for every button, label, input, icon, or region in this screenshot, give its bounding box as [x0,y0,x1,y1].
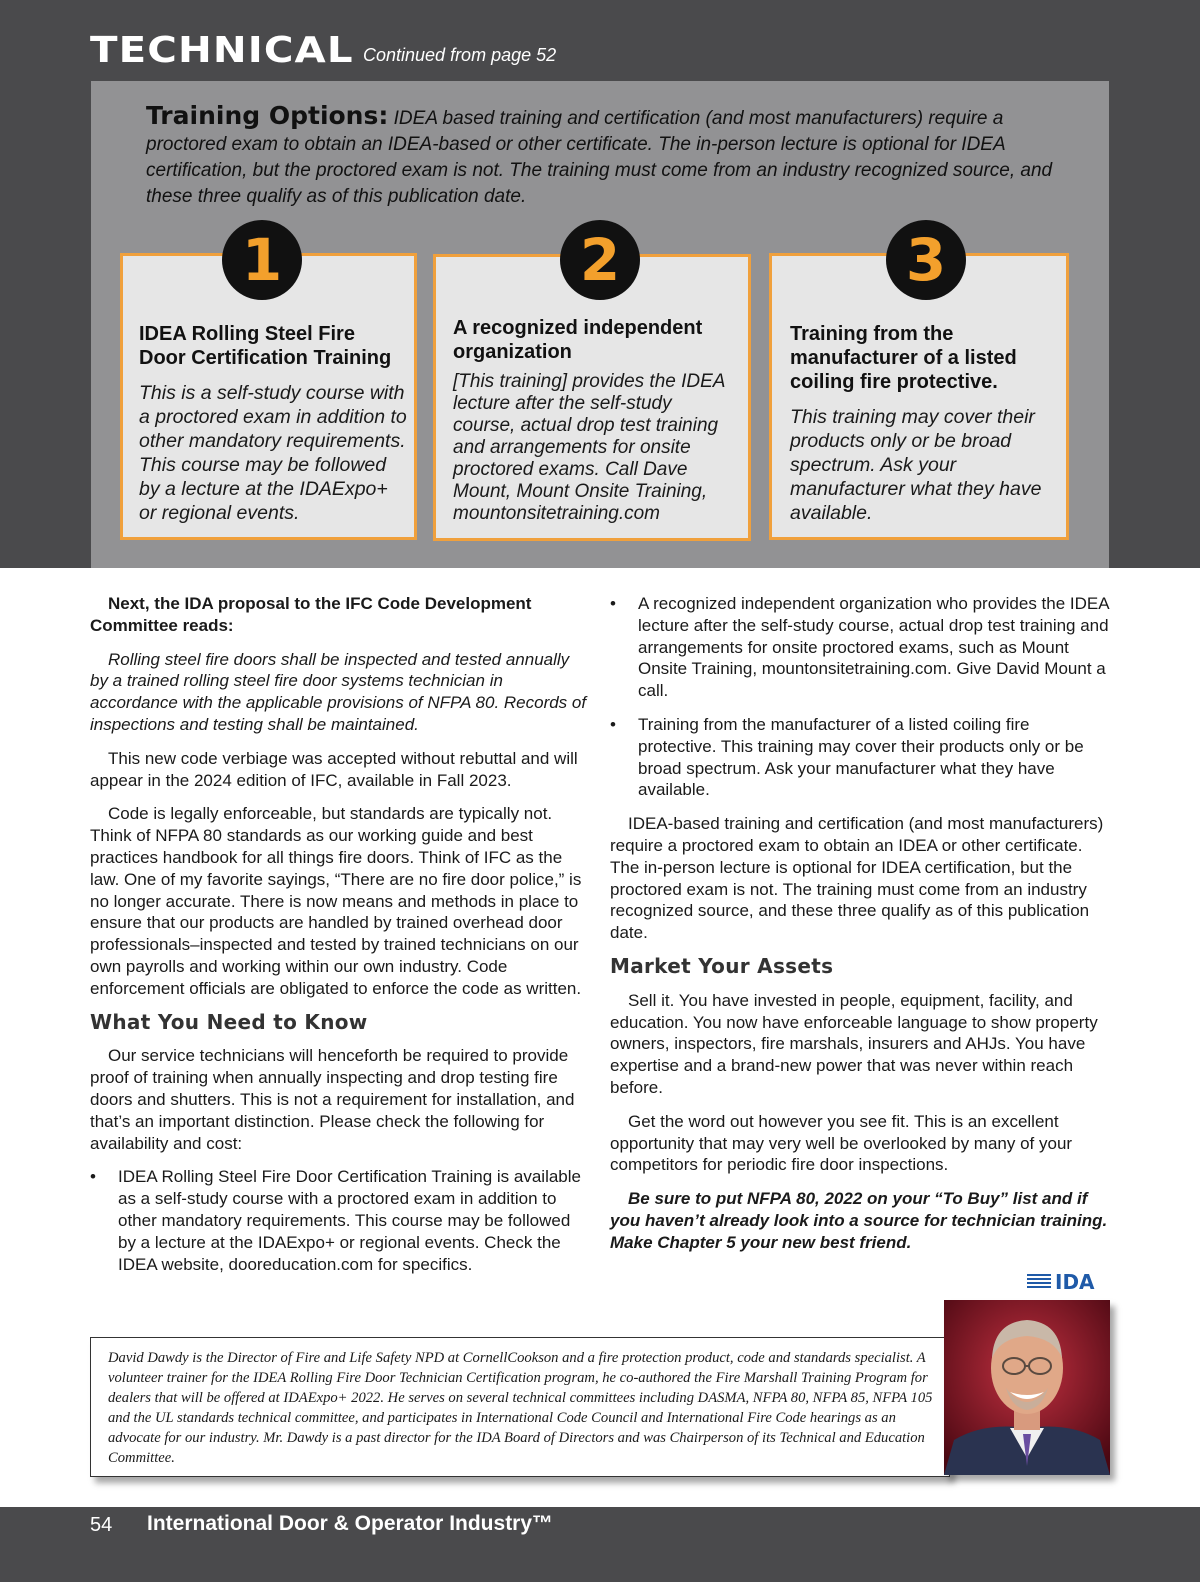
bullet-item [90,1166,590,1275]
bullet-item [610,714,1110,801]
training-options-lead: Training Options: [146,101,389,130]
author-bio-text: David Dawdy is the Director of Fire and Life Safety NPD at CornellCookson and a fire protection product, code and standards specialist. A volunteer trainer for the IDEA Rolling Fire Door Technician Certification program, he co-authored the Fire Marshall Training Program for dealers that will be offered at IDAExpo+ 2022. He serves on several technical committees including DASMA, NFPA 80, NFPA 85, NFPA 105 and the UL standards technical committee, and participates in International Code Council and International Fire Code hearings as an advocate for our industry. Mr. Dawdy is a past director for the IDA Board of Directors and was Chairperson of its Technical and Education Committee. [108,1350,933,1466]
ida-logo-text: IDA [1055,1270,1095,1294]
left-column [90,593,590,1287]
paragraph: Get the word out however you see fit. This is an excellent opportunity that may very well be overlooked by many of your competitors for periodic fire door inspections. [610,1111,1073,1175]
author-portrait-illustration [944,1300,1110,1475]
author-portrait [944,1300,1110,1475]
proposal-intro: Next, the IDA proposal to the IFC Code Development Committee reads: [90,594,532,635]
bullet-item [610,593,1110,702]
continued-note: Continued from page 52 [363,45,557,65]
page-number: 54 [90,1514,113,1536]
bullet-glyph: • [610,714,616,734]
option-body-1: This is a self-study course with a proctored exam in addition to other mandatory requirements. This course may be followed by a lecture at the IDAExpo+ or regional events. [139,382,407,524]
bullet-text: IDEA Rolling Steel Fire Door Certification Training is available as a self-study course with a proctored exam in addition to other mandatory requirements. This course may be followed by a lecture at the IDAExpo+ or regional events. Check the IDEA website, dooreducation.com for specifics. [118,1167,581,1274]
paragraph: Code is legally enforceable, but standards are typically not. Think of NFPA 80 standards as our working guide and best practices handbook for all things fire doors. Think of IFC as the law. One of my favorite sayings, “There are no fire door police,” is no longer accurate. There is now means and methods in place to ensure that our products are handled by trained overhead door professionals–inspected and tested by trained technicians on our own payrolls and working within our own industry. Code enforcement officials are obligated to enforce the code as written. [90,804,582,998]
option-title-2: A recognized independent organization [453,317,703,363]
section-heading: Market Your Assets [610,953,834,978]
section-heading: What You Need to Know [90,1009,368,1034]
paragraph: This new code verbiage was accepted without rebuttal and will appear in the 2024 edition of IFC, available in Fall 2023. [90,748,578,790]
bullet-text: Training from the manufacturer of a listed coiling fire protective. This training may cover their products only or be broad spectrum. Ask your manufacturer what they have available. [638,714,1084,800]
option-title-3: Training from the manufacturer of a listed coiling fire protective. [790,323,1017,393]
ida-logo [1027,1270,1095,1294]
bullet-glyph: • [610,594,616,613]
paragraph: IDEA-based training and certification (and most manufacturers) require a proctored exam to obtain an IDEA or other certificate. The in-person lecture is optional for IDEA certification, but the proctored exam is not. The training must come from an industry recognized source, and these three qualify as of this publication date. [610,814,1104,943]
proposal-quote: Rolling steel fire doors shall be inspected and tested annually by a trained rolling steel fire door systems technician in accordance with the applicable provisions of NFPA 80. Records of inspections and testing shall be maintained. [90,649,587,734]
training-options-text: IDEA based training and certification (and most manufacturers) require a proctored exam to obtain an IDEA-based or other certificate. The in-person lecture is optional for IDEA certification, but the proctored exam is not. The training must come from an industry recognized source, and these three qualify as of this publication date. [146,108,1053,207]
bullet-glyph: • [90,1167,96,1187]
ida-logo-mark-icon [1027,1274,1051,1290]
right-column [610,593,1110,1266]
bullet-text: A recognized independent organization who provides the IDEA lecture after the self-study course, actual drop test training and arrangements for onsite proctored exams, such as Mount Onsite Training, mountonsitetraining.com. Give David Mount a call. [638,594,1109,701]
author-bio-box [90,1337,950,1477]
option-title-1: IDEA Rolling Steel Fire Door Certification Training [139,323,392,369]
option-number-2: 2 [560,220,640,300]
training-options-intro [146,103,1076,210]
closing-callout: Be sure to put NFPA 80, 2022 on your “To Buy” list and if you haven’t already look into a source for technician training. Make Chapter 5 your new best friend. [610,1189,1108,1252]
option-number-1: 1 [222,220,302,300]
option-body-2: [This training] provides the IDEA lecture after the self-study course, actual drop test training and arrangements for onsite proctored exams. Call Dave Mount, Mount Onsite Training, mountonsitetraining.com [453,371,725,524]
option-number-3: 3 [886,220,966,300]
paragraph: Sell it. You have invested in people, equipment, facility, and education. You now have enforceable language to show property owners, inspectors, fire marshals, insurers and AHJs. You have expertise and a brand-new power that was never within reach before. [610,990,1098,1097]
paragraph: Our service technicians will henceforth be required to provide proof of training when annually inspecting and drop testing fire doors and shutters. This is not a requirement for installation, and that’s an important distinction. Please check the following for availability and cost: [90,1046,575,1153]
section-label: TECHNICAL [90,30,354,71]
option-body-3: This training may cover their products only or be broad spectrum. Ask your manufacturer what they have available. [790,406,1042,524]
publication-title: International Door & Operator Industry™ [147,1512,554,1535]
